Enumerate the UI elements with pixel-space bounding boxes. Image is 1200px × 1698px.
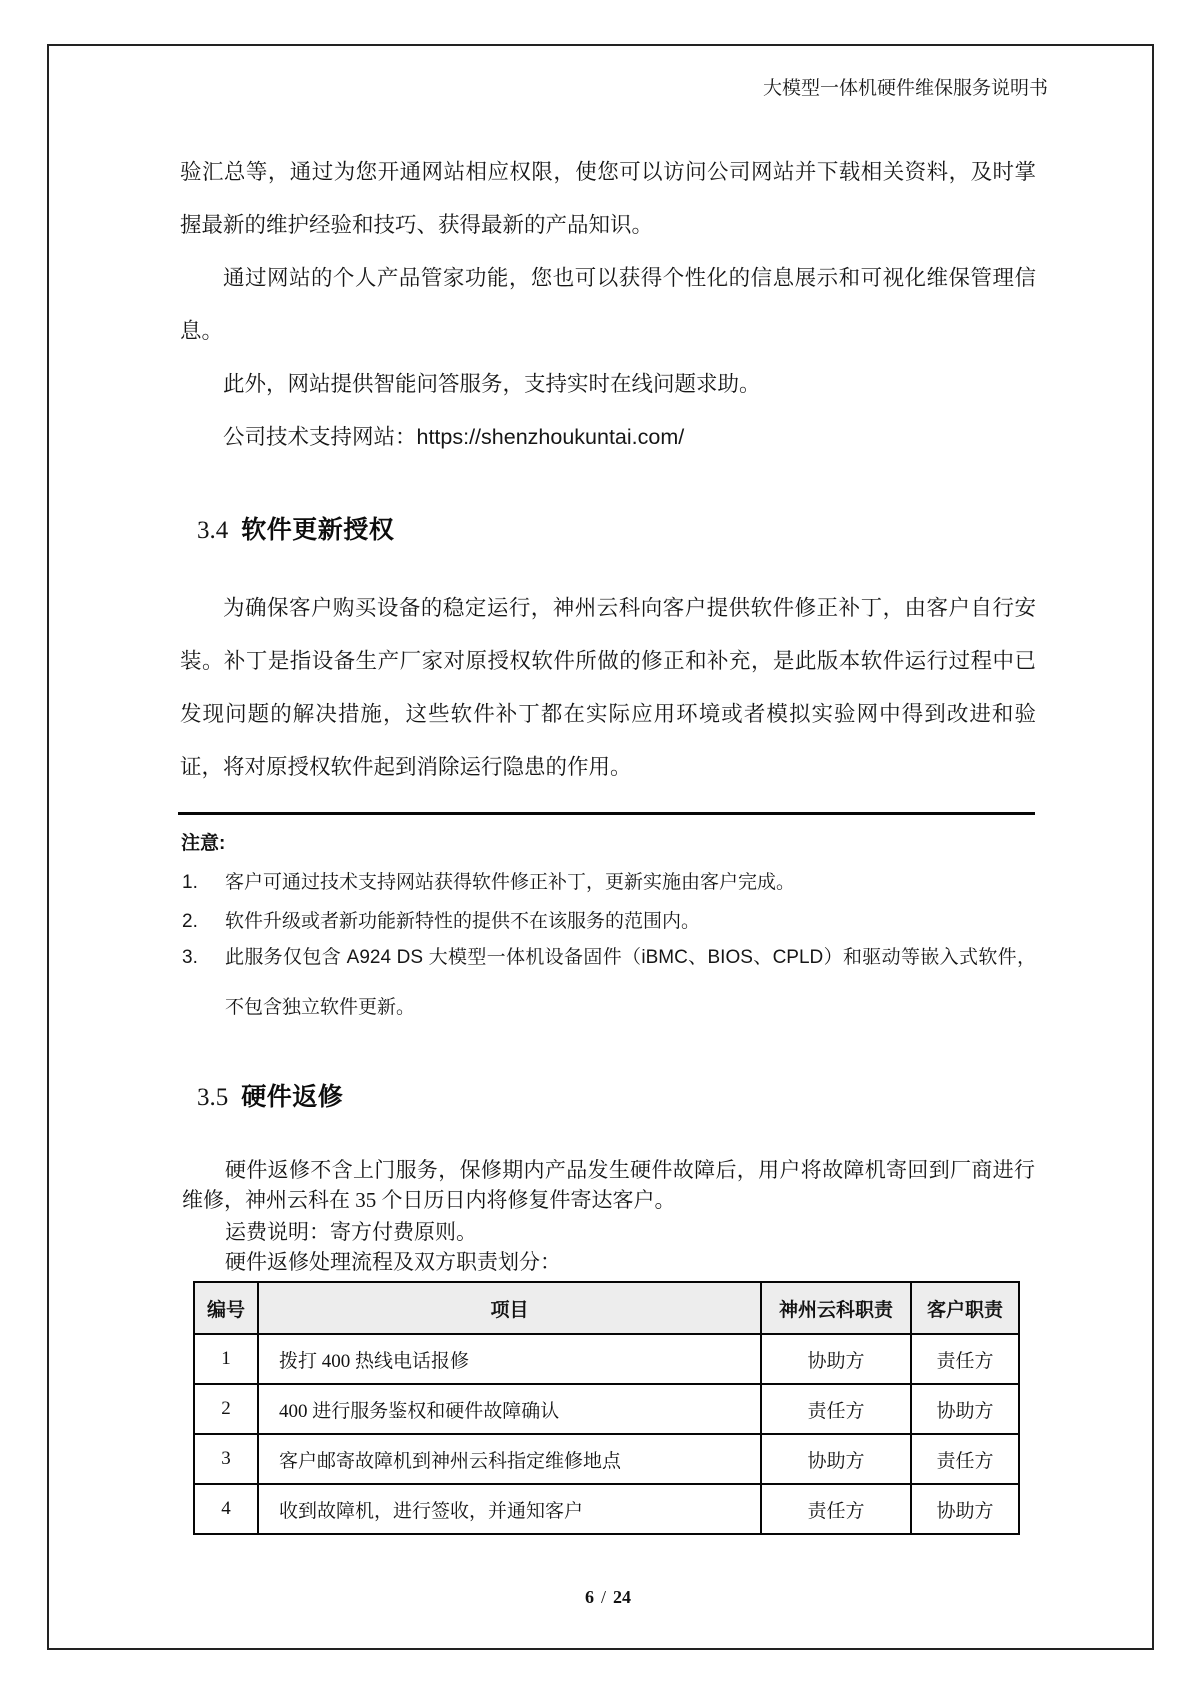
- note-text: 客户可通过技术支持网站获得软件修正补丁，更新实施由客户完成。: [225, 872, 796, 893]
- paragraph-product-steward: 通过网站的个人产品管家功能，您也可以获得个性化的信息展示和可视化维保管理信息。: [180, 266, 1036, 343]
- page-number-total: 24: [613, 1587, 631, 1607]
- page-number-separator: /: [600, 1587, 606, 1607]
- note-item-1: [182, 870, 1036, 896]
- page-number-current: 6: [584, 1587, 594, 1607]
- paragraph-qa-service: 此外，网站提供智能问答服务，支持实时在线问题求助。: [223, 372, 761, 396]
- doc-header-title: 大模型一体机硬件维保服务说明书: [762, 78, 1048, 99]
- note-number: 2.: [182, 911, 198, 932]
- note-text: 软件升级或者新功能新特性的提供不在该服务的范围内。: [225, 911, 701, 932]
- section-number: 3.5: [197, 1084, 229, 1111]
- cell-szyk-duty: 责任方: [761, 1384, 911, 1434]
- cell-customer-duty: 协助方: [911, 1384, 1019, 1434]
- table-row: [194, 1484, 1019, 1534]
- cell-item: 客户邮寄故障机到神州云科指定维修地点: [258, 1434, 761, 1484]
- paragraph-table-lead-in: 硬件返修处理流程及双方职责划分：: [225, 1250, 561, 1274]
- table-row: [194, 1384, 1019, 1434]
- cell-number: 3: [194, 1434, 258, 1484]
- cell-customer-duty: 责任方: [911, 1334, 1019, 1384]
- paragraph-hardware-return: 硬件返修不含上门服务，保修期内产品发生硬件故障后，用户将故障机寄回到厂商进行维修，神州云科在 35 个日历日内将修复件寄达客户。: [182, 1158, 1035, 1212]
- header-cell-item: 项目: [258, 1282, 761, 1334]
- cell-number: 2: [194, 1384, 258, 1434]
- cell-szyk-duty: 责任方: [761, 1484, 911, 1534]
- table-row: [194, 1434, 1019, 1484]
- cell-number: 1: [194, 1334, 258, 1384]
- section-heading-3-4: [180, 511, 1036, 549]
- cell-number: 4: [194, 1484, 258, 1534]
- intro-section: [180, 146, 1036, 464]
- note-item-3: [182, 933, 1036, 1033]
- table-header-row: [194, 1282, 1019, 1334]
- cell-szyk-duty: 协助方: [761, 1434, 911, 1484]
- header-cell-szyk-duty: 神州云科职责: [761, 1282, 911, 1334]
- note-item-2: [182, 909, 1036, 935]
- cell-item: 收到故障机，进行签收，并通知客户: [258, 1484, 761, 1534]
- divider-rule: [178, 812, 1035, 815]
- page-footer: [180, 1584, 1036, 1610]
- cell-szyk-duty: 协助方: [761, 1334, 911, 1384]
- cell-item: 400 进行服务鉴权和硬件故障确认: [258, 1384, 761, 1434]
- section-title: 软件更新授权: [241, 516, 395, 544]
- paragraph-support-website: 公司技术支持网站：https://shenzhoukuntai.com/: [223, 425, 685, 449]
- section-number: 3.4: [197, 517, 229, 544]
- table-row: [194, 1334, 1019, 1384]
- header-cell-customer-duty: 客户职责: [911, 1282, 1019, 1334]
- cell-customer-duty: 责任方: [911, 1434, 1019, 1484]
- section-heading-3-5: [180, 1078, 1036, 1116]
- note-number: 3.: [182, 947, 198, 968]
- note-label: 注意:: [181, 833, 226, 854]
- note-number: 1.: [182, 872, 198, 893]
- paragraph-shipping-note: 运费说明：寄方付费原则。: [225, 1220, 477, 1244]
- cell-customer-duty: 协助方: [911, 1484, 1019, 1534]
- section-title: 硬件返修: [241, 1083, 344, 1111]
- paragraph-carryover: 验汇总等，通过为您开通网站相应权限，使您可以访问公司网站并下载相关资料，及时掌握最新的维护经验和技巧、获得最新的产品知识。: [180, 160, 1036, 237]
- cell-item: 拨打 400 热线电话报修: [258, 1334, 761, 1384]
- repair-process-table-wrap: [193, 1281, 1020, 1535]
- note-text: 此服务仅包含 A924 DS 大模型一体机设备固件（iBMC、BIOS、CPLD）和驱动等嵌入式软件，不包含独立软件更新。: [225, 947, 1036, 1018]
- paragraph-software-patch: 为确保客户购买设备的稳定运行，神州云科向客户提供软件修正补丁，由客户自行安装。补丁是指设备生产厂家对原授权软件所做的修正和补充，是此版本软件运行过程中已发现问题的解决措施，这些软件补丁都在实际应用环境或者模拟实验网中得到改进和验证，将对原授权软件起到消除运行隐患的作用。: [180, 596, 1036, 779]
- repair-process-table: [193, 1281, 1020, 1535]
- header-cell-number: 编号: [194, 1282, 258, 1334]
